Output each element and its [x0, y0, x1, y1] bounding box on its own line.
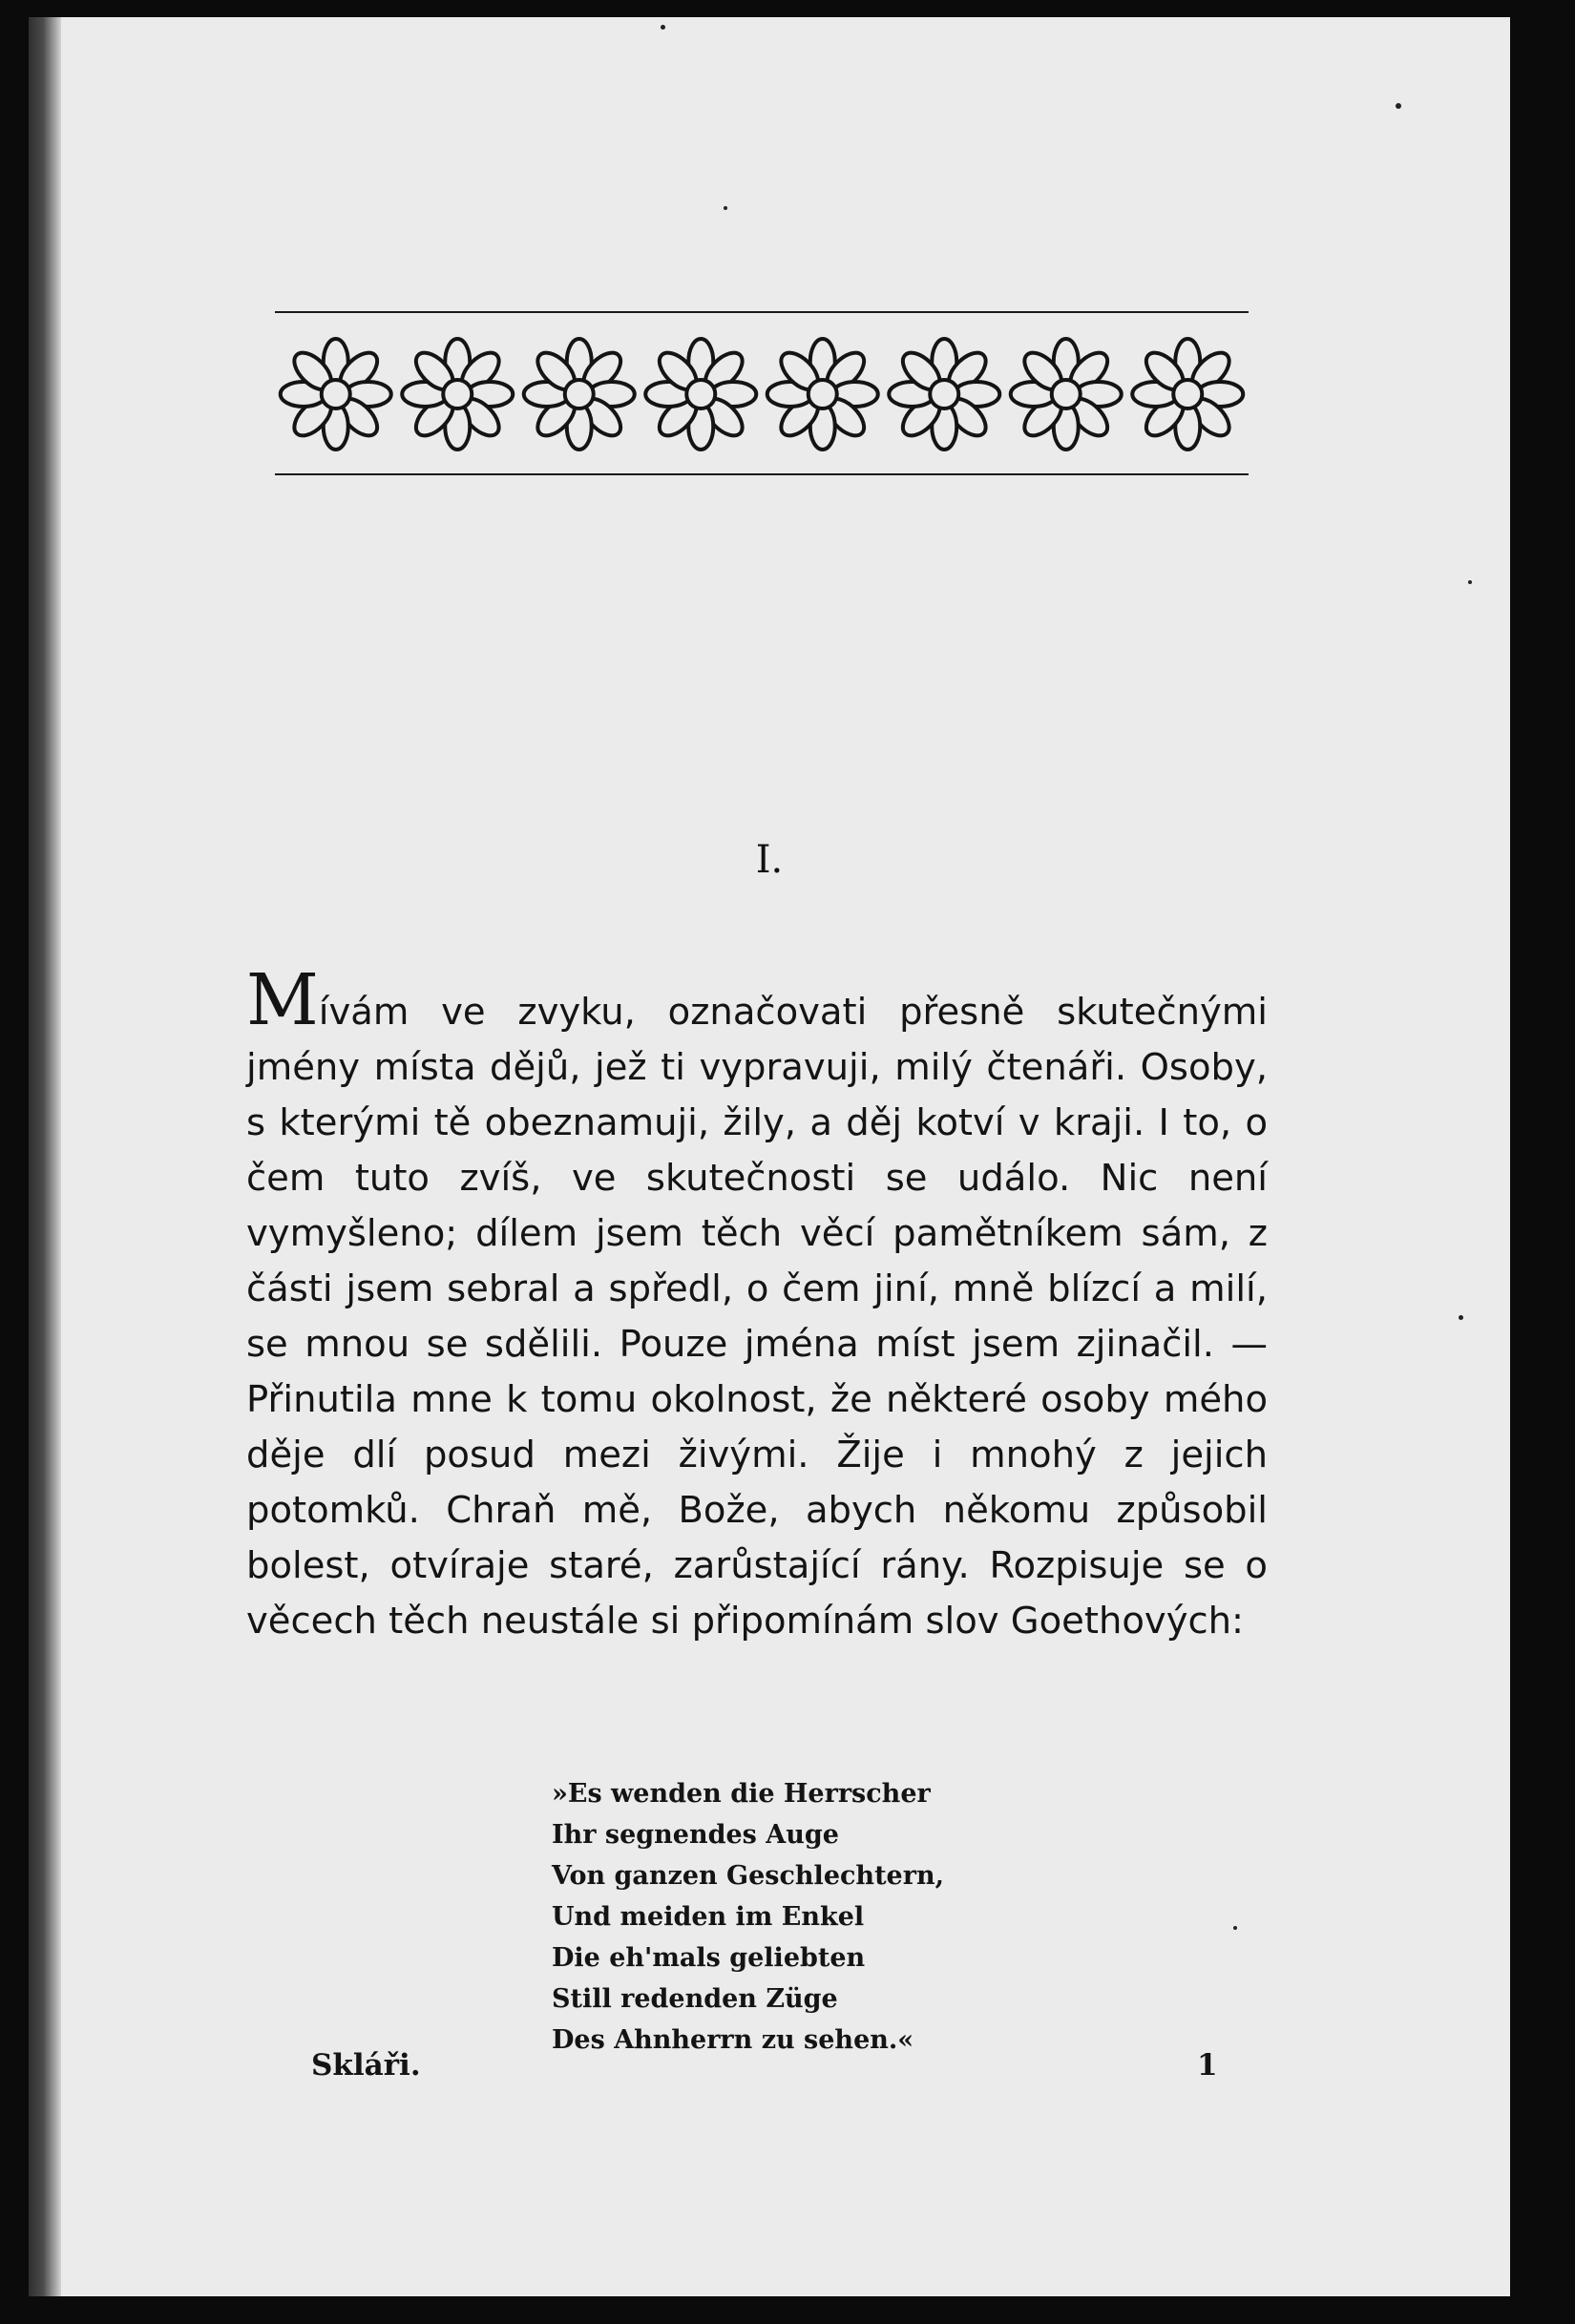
poem-line: Still redenden Züge [552, 1984, 838, 2014]
poem-line: Von ganzen Geschlechtern, [552, 1861, 944, 1891]
flower-icon [645, 339, 756, 450]
ornament-rule-bottom [275, 473, 1249, 475]
body-paragraph [246, 959, 1268, 1649]
chapter-number: I. [755, 838, 784, 882]
flower-icon [767, 339, 878, 450]
page-spine-shadow [29, 17, 61, 2296]
flower-icon [524, 339, 635, 450]
poem-line: Des Ahnherrn zu sehen.« [552, 2025, 914, 2055]
page-number: 1 [1197, 2048, 1218, 2083]
goethe-poem-quote [552, 1773, 944, 2061]
signature-mark: Skláři. [311, 2048, 421, 2083]
flower-ornament-band [275, 327, 1249, 461]
poem-line: »Es wenden die Herrscher [552, 1779, 931, 1809]
poem-line: Und meiden im Enkel [552, 1902, 865, 1932]
flower-icon [889, 339, 999, 450]
ornament-rule-top [275, 311, 1249, 313]
flower-icon [1011, 339, 1122, 450]
poem-line: Ihr segnendes Auge [552, 1820, 839, 1850]
flower-icon [281, 339, 391, 450]
body-paragraph-text: ívám ve zvyku, označovati přesně skutečnými jmény místa dějů, jež ti vypravuji, milý čtenáři. Osoby, s kterými tě obeznamuji, žily, a děj kotví v kraji. I to, o čem tuto zvíš, ve skutečnosti se událo. Nic není vymyšleno; dílem jsem těch věcí pamětníkem sám, z části jsem sebral a spředl, o čem jiní, mně blízcí a milí, se mnou se sdělili. Pouze jména míst jsem zjinačil. — Přinutila mne k tomu okolnost, že některé osoby mého děje dlí posud mezi živými. Žije i mnohý z jejich potomků. Chraň mě, Bože, abych někomu způsobil bolest, otvíraje staré, zarůstající rány. Rozpisuje se o věcech těch neustále si připomínám slov Goethových: [246, 991, 1268, 1643]
poem-line: Die eh'mals geliebten [552, 1943, 866, 1973]
flower-icon [402, 339, 513, 450]
book-page [29, 17, 1510, 2296]
flower-icon [1132, 339, 1243, 450]
dropcap-letter: M [246, 959, 319, 1041]
